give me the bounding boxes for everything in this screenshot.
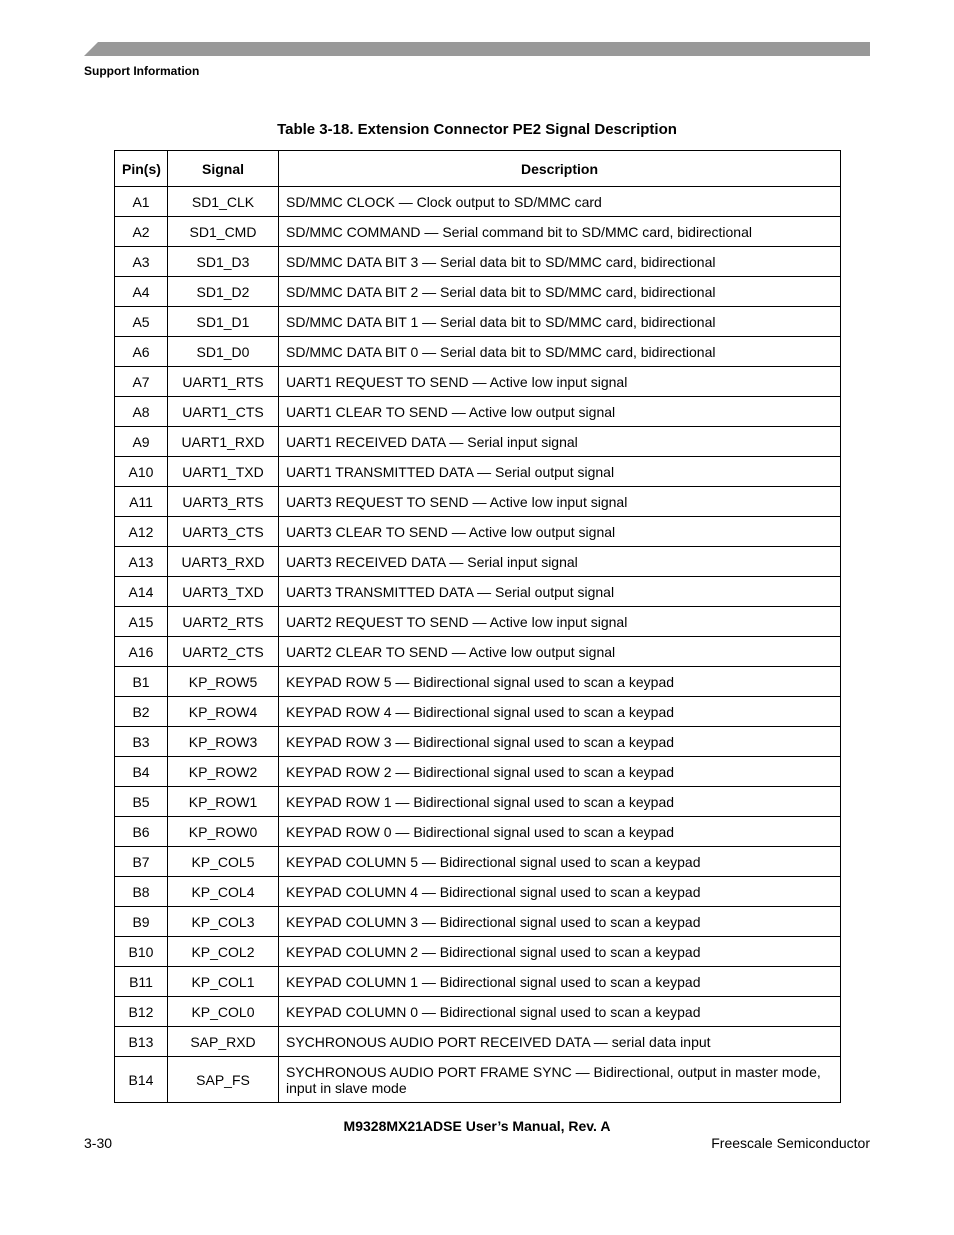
column-header-pins: Pin(s) <box>115 151 168 187</box>
table-row <box>115 1027 841 1057</box>
table-row <box>115 217 841 247</box>
signal-cell: SD1_CMD <box>168 217 279 247</box>
description-cell: UART1 REQUEST TO SEND — Active low input signal <box>279 367 841 397</box>
table-row <box>115 907 841 937</box>
table-row <box>115 1057 841 1103</box>
signal-cell: UART1_TXD <box>168 457 279 487</box>
table-row <box>115 367 841 397</box>
pin-cell: A16 <box>115 637 168 667</box>
pin-cell: A7 <box>115 367 168 397</box>
pin-cell: B14 <box>115 1057 168 1103</box>
description-cell: KEYPAD ROW 0 — Bidirectional signal used to scan a keypad <box>279 817 841 847</box>
description-cell: UART3 CLEAR TO SEND — Active low output signal <box>279 517 841 547</box>
description-cell: KEYPAD COLUMN 3 — Bidirectional signal used to scan a keypad <box>279 907 841 937</box>
signal-cell: SD1_D2 <box>168 277 279 307</box>
table-row <box>115 187 841 217</box>
signal-cell: UART1_RXD <box>168 427 279 457</box>
signal-cell: KP_ROW4 <box>168 697 279 727</box>
pin-cell: A8 <box>115 397 168 427</box>
footer-company: Freescale Semiconductor <box>711 1135 870 1151</box>
description-cell: KEYPAD ROW 3 — Bidirectional signal used to scan a keypad <box>279 727 841 757</box>
table-row <box>115 397 841 427</box>
table-row <box>115 697 841 727</box>
pin-cell: A11 <box>115 487 168 517</box>
section-label: Support Information <box>84 64 200 78</box>
pin-cell: A2 <box>115 217 168 247</box>
table-row <box>115 517 841 547</box>
description-cell: SD/MMC COMMAND — Serial command bit to SD/MMC card, bidirectional <box>279 217 841 247</box>
signal-cell: KP_ROW1 <box>168 787 279 817</box>
pin-cell: B6 <box>115 817 168 847</box>
description-cell: UART1 RECEIVED DATA — Serial input signal <box>279 427 841 457</box>
table-row <box>115 247 841 277</box>
description-cell: KEYPAD ROW 1 — Bidirectional signal used to scan a keypad <box>279 787 841 817</box>
description-cell: KEYPAD ROW 5 — Bidirectional signal used to scan a keypad <box>279 667 841 697</box>
description-cell: UART3 REQUEST TO SEND — Active low input signal <box>279 487 841 517</box>
table-row <box>115 967 841 997</box>
signal-cell: KP_ROW3 <box>168 727 279 757</box>
pin-cell: A10 <box>115 457 168 487</box>
table-row <box>115 457 841 487</box>
table-row <box>115 427 841 457</box>
pin-cell: A12 <box>115 517 168 547</box>
description-cell: UART3 TRANSMITTED DATA — Serial output signal <box>279 577 841 607</box>
footer-page-number: 3-30 <box>84 1135 113 1151</box>
signal-cell: SD1_D3 <box>168 247 279 277</box>
signal-cell: UART3_CTS <box>168 517 279 547</box>
pin-cell: A3 <box>115 247 168 277</box>
pin-cell: A14 <box>115 577 168 607</box>
table-row <box>115 277 841 307</box>
column-header-signal: Signal <box>168 151 279 187</box>
description-cell: SYCHRONOUS AUDIO PORT RECEIVED DATA — serial data input <box>279 1027 841 1057</box>
pin-cell: B12 <box>115 997 168 1027</box>
pin-cell: A4 <box>115 277 168 307</box>
signal-cell: KP_COL0 <box>168 997 279 1027</box>
table-row <box>115 667 841 697</box>
pin-cell: A5 <box>115 307 168 337</box>
pin-cell: B3 <box>115 727 168 757</box>
signal-cell: SAP_FS <box>168 1057 279 1103</box>
signal-cell: SD1_D0 <box>168 337 279 367</box>
description-cell: UART2 CLEAR TO SEND — Active low output signal <box>279 637 841 667</box>
pin-cell: A9 <box>115 427 168 457</box>
description-cell: UART1 TRANSMITTED DATA — Serial output signal <box>279 457 841 487</box>
description-cell: SD/MMC CLOCK — Clock output to SD/MMC card <box>279 187 841 217</box>
signal-cell: KP_ROW0 <box>168 817 279 847</box>
pin-cell: A13 <box>115 547 168 577</box>
table-row <box>115 547 841 577</box>
description-cell: KEYPAD COLUMN 0 — Bidirectional signal used to scan a keypad <box>279 997 841 1027</box>
pin-cell: A15 <box>115 607 168 637</box>
signal-cell: UART1_CTS <box>168 397 279 427</box>
pin-cell: B5 <box>115 787 168 817</box>
footer-manual-title: M9328MX21ADSE User’s Manual, Rev. A <box>343 1118 611 1134</box>
pin-cell: B1 <box>115 667 168 697</box>
table-title: Table 3-18. Extension Connector PE2 Signal Description <box>277 121 677 138</box>
signal-cell: KP_COL1 <box>168 967 279 997</box>
pin-cell: A1 <box>115 187 168 217</box>
table-row <box>115 817 841 847</box>
pin-cell: B8 <box>115 877 168 907</box>
signal-cell: SAP_RXD <box>168 1027 279 1057</box>
signal-cell: UART2_RTS <box>168 607 279 637</box>
signal-cell: UART3_RTS <box>168 487 279 517</box>
description-cell: SD/MMC DATA BIT 1 — Serial data bit to SD/MMC card, bidirectional <box>279 307 841 337</box>
signal-cell: KP_COL3 <box>168 907 279 937</box>
table-row <box>115 787 841 817</box>
pin-cell: B4 <box>115 757 168 787</box>
table-header-row <box>115 151 841 187</box>
pin-cell: A6 <box>115 337 168 367</box>
pin-cell: B9 <box>115 907 168 937</box>
signal-cell: SD1_D1 <box>168 307 279 337</box>
table-row <box>115 757 841 787</box>
pin-cell: B13 <box>115 1027 168 1057</box>
description-cell: UART3 RECEIVED DATA — Serial input signal <box>279 547 841 577</box>
description-cell: KEYPAD COLUMN 1 — Bidirectional signal used to scan a keypad <box>279 967 841 997</box>
table-row <box>115 307 841 337</box>
table-row <box>115 337 841 367</box>
signal-cell: UART3_TXD <box>168 577 279 607</box>
signal-cell: KP_COL2 <box>168 937 279 967</box>
table-row <box>115 637 841 667</box>
signal-cell: KP_COL4 <box>168 877 279 907</box>
signal-cell: KP_COL5 <box>168 847 279 877</box>
description-cell: SD/MMC DATA BIT 2 — Serial data bit to SD/MMC card, bidirectional <box>279 277 841 307</box>
description-cell: KEYPAD COLUMN 2 — Bidirectional signal used to scan a keypad <box>279 937 841 967</box>
signal-cell: SD1_CLK <box>168 187 279 217</box>
pin-cell: B7 <box>115 847 168 877</box>
description-cell: KEYPAD ROW 2 — Bidirectional signal used to scan a keypad <box>279 757 841 787</box>
description-cell: SYCHRONOUS AUDIO PORT FRAME SYNC — Bidirectional, output in master mode, input in slave mode <box>279 1057 841 1103</box>
table-body <box>115 187 841 1103</box>
description-cell: SD/MMC DATA BIT 0 — Serial data bit to SD/MMC card, bidirectional <box>279 337 841 367</box>
description-cell: SD/MMC DATA BIT 3 — Serial data bit to SD/MMC card, bidirectional <box>279 247 841 277</box>
description-cell: KEYPAD COLUMN 4 — Bidirectional signal used to scan a keypad <box>279 877 841 907</box>
signal-table <box>114 150 841 1103</box>
header-bar <box>84 42 870 56</box>
table-row <box>115 997 841 1027</box>
description-cell: UART2 REQUEST TO SEND — Active low input signal <box>279 607 841 637</box>
table-row <box>115 877 841 907</box>
table-row <box>115 937 841 967</box>
table-row <box>115 487 841 517</box>
table-row <box>115 607 841 637</box>
signal-cell: KP_ROW2 <box>168 757 279 787</box>
pin-cell: B10 <box>115 937 168 967</box>
pin-cell: B2 <box>115 697 168 727</box>
table-row <box>115 847 841 877</box>
pin-cell: B11 <box>115 967 168 997</box>
signal-cell: UART1_RTS <box>168 367 279 397</box>
signal-cell: KP_ROW5 <box>168 667 279 697</box>
description-cell: UART1 CLEAR TO SEND — Active low output signal <box>279 397 841 427</box>
column-header-description: Description <box>279 151 841 187</box>
table-row <box>115 727 841 757</box>
description-cell: KEYPAD COLUMN 5 — Bidirectional signal used to scan a keypad <box>279 847 841 877</box>
table-row <box>115 577 841 607</box>
signal-cell: UART2_CTS <box>168 637 279 667</box>
description-cell: KEYPAD ROW 4 — Bidirectional signal used to scan a keypad <box>279 697 841 727</box>
signal-cell: UART3_RXD <box>168 547 279 577</box>
